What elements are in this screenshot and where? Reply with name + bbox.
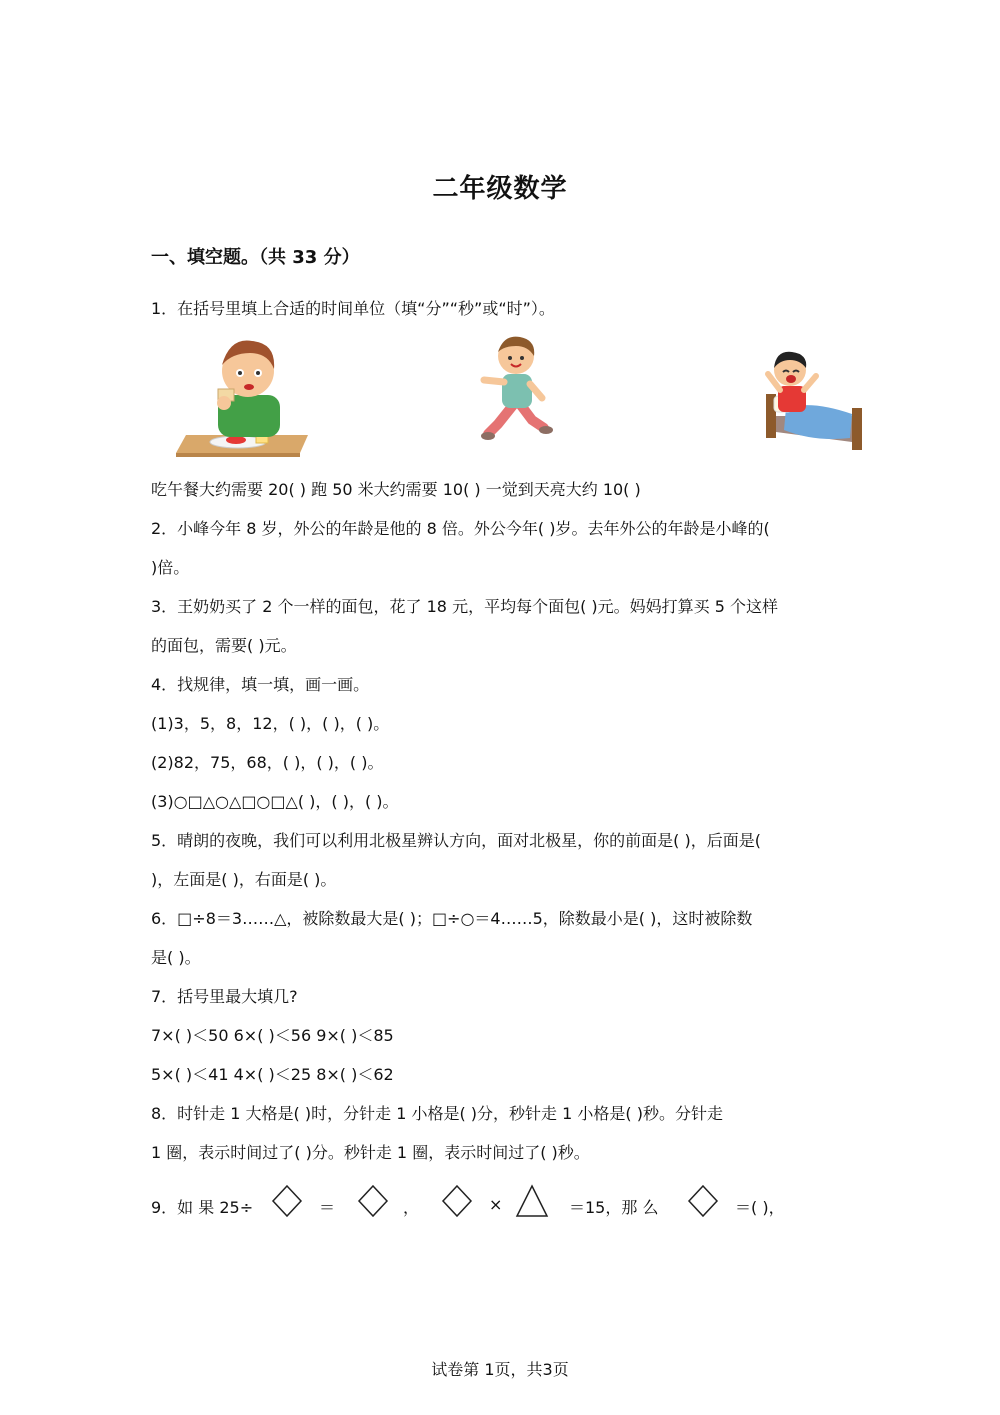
question-9-equals: ＝ [319, 1198, 336, 1217]
question-5-line2: )，左面是( )，右面是( )。 [151, 870, 337, 889]
question-6-line2: 是( )。 [151, 948, 201, 967]
question-3-line2: 的面包，需要( )元。 [151, 636, 297, 655]
question-2-line1: 2．小峰今年 8 岁，外公的年龄是他的 8 倍。外公今年( )岁。去年外公的年龄是小峰的( [151, 519, 770, 538]
diamond-icon [441, 1184, 473, 1218]
section-heading: 一、填空题。（共 33 分） [151, 247, 360, 268]
question-4-sub2: (2)82，75，68，( )，( )，( )。 [151, 753, 384, 772]
question-4-text: 4．找规律，填一填，画一画。 [151, 675, 370, 694]
diamond-icon [687, 1184, 719, 1218]
page-title: 二年级数学 [432, 174, 568, 204]
question-7-row2: 5×( )＜41 4×( )＜25 8×( )＜62 [151, 1065, 394, 1084]
question-2-line2: )倍。 [151, 558, 190, 577]
question-7-row1: 7×( )＜50 6×( )＜56 9×( )＜85 [151, 1026, 394, 1045]
question-9-part1: 9．如 果 25÷ [151, 1198, 254, 1217]
question-4-sub1: (1)3，5，8，12，( )，( )，( )。 [151, 714, 390, 733]
triangle-icon [515, 1184, 549, 1218]
question-6-line1: 6．□÷8＝3……△，被除数最大是( )；□÷○＝4……5，除数最小是( )，这时被除数 [151, 909, 753, 928]
question-9-comma: ， [403, 1198, 420, 1217]
question-1-text: 1．在括号里填上合适的时间单位（填“分”“秒”或“时”）。 [151, 299, 555, 318]
question-9-times: × [489, 1195, 503, 1214]
diamond-icon [271, 1184, 303, 1218]
boy-eating-lunch-illustration [172, 335, 312, 460]
question-1-answers: 吃午餐大约需要 20( ) 跑 50 米大约需要 10( ) 一觉到天亮大约 10( ) [151, 480, 641, 499]
diamond-icon [357, 1184, 389, 1218]
question-5-line1: 5．晴朗的夜晚，我们可以利用北极星辨认方向，面对北极星，你的前面是( )，后面是( [151, 831, 761, 850]
question-9-part2: ＝15，那 么 [569, 1198, 659, 1217]
question-8-line2: 1 圈，表示时间过了( )分。秒针走 1 圈，表示时间过了( )秒。 [151, 1143, 590, 1162]
question-8-line1: 8．时针走 1 大格是( )时，分针走 1 小格是( )分，秒针走 1 小格是( )秒。分针走 [151, 1104, 723, 1123]
boy-running-illustration [474, 334, 556, 444]
question-9 [151, 1184, 851, 1224]
page-footer: 试卷第 1页，共3页 [431, 1360, 569, 1379]
question-3-line1: 3．王奶奶买了 2 个一样的面包，花了 18 元，平均每个面包( )元。妈妈打算买 5 个这样 [151, 597, 778, 616]
boy-waking-in-bed-illustration [762, 346, 866, 458]
question-4-sub3: (3)○□△○△□○□△( )，( )，( )。 [151, 792, 399, 811]
question-7-text: 7．括号里最大填几? [151, 987, 298, 1006]
question-9-part3: ＝( )， [735, 1198, 785, 1217]
